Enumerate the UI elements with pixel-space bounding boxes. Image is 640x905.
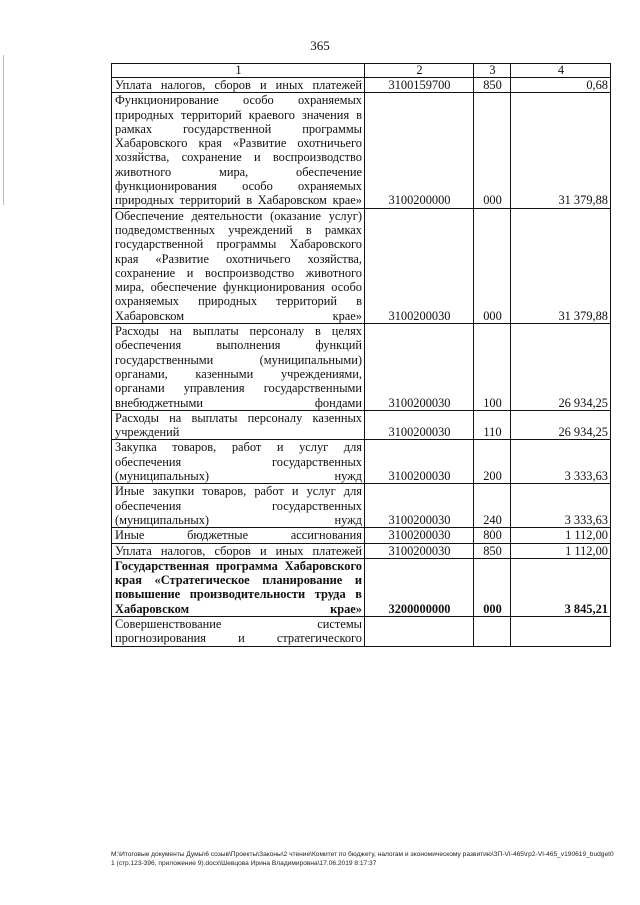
row-expense-type-cell (474, 616, 511, 646)
row-name-cell: Иные бюджетные ассигнования (112, 528, 365, 543)
document-path-footer: M:\Итоговые документы Думы\6 созыв\Проекты\Законы\2 чтение\Комитет по бюджету, налогам и экономическому развитию\ЗП-VI-465\гр2-VI-465_v190619_budget01 (стр.123-396, приложение 9).docx\Шевцова Ирина Владимировна\17.06.2019 8:17:37 (111, 851, 614, 867)
row-sum-cell: 31 379,88 (511, 93, 611, 208)
row-sum-cell: 0,68 (511, 78, 611, 93)
table-row (112, 78, 611, 93)
table-row (112, 324, 611, 411)
row-sum-cell: 3 845,21 (511, 558, 611, 616)
row-code-cell (365, 616, 474, 646)
row-name-cell: Совершенствование системы прогнозирования и стратегического (112, 616, 365, 646)
row-code-cell: 3100200030 (365, 543, 474, 558)
row-name-cell: Уплата налогов, сборов и иных платежей (112, 78, 365, 93)
row-sum-cell: 3 333,63 (511, 440, 611, 484)
row-expense-type-cell: 850 (474, 543, 511, 558)
row-code-cell: 3100200030 (365, 528, 474, 543)
budget-table (111, 63, 611, 647)
header-col-3: 3 (474, 64, 511, 78)
row-name-cell: Расходы на выплаты персоналу в целях обеспечения выполнения функций государственными (муниципальными) органами, казенными учреждениями, органами управления государственными внебюджетными фондами (112, 324, 365, 411)
table-row (112, 410, 611, 440)
row-code-cell: 3100200030 (365, 324, 474, 411)
header-col-4: 4 (511, 64, 611, 78)
row-code-cell: 3100200030 (365, 484, 474, 528)
row-sum-cell: 1 112,00 (511, 543, 611, 558)
row-code-cell: 3200000000 (365, 558, 474, 616)
row-sum-cell: 1 112,00 (511, 528, 611, 543)
scan-edge-mark (3, 55, 4, 205)
row-code-cell: 3100159700 (365, 78, 474, 93)
row-name-cell: Функционирование особо охраняемых природных территорий краевого значения в рамках государственной программы Хабаровского края «Развитие охотничьего хозяйства, сохранение и воспроизводство животного мира, обеспечение функционирования особо охраняемых природных территорий в Хабаровском крае» (112, 93, 365, 208)
table-row (112, 484, 611, 528)
row-expense-type-cell: 100 (474, 324, 511, 411)
row-sum-cell: 3 333,63 (511, 484, 611, 528)
row-sum-cell: 31 379,88 (511, 208, 611, 323)
row-expense-type-cell: 800 (474, 528, 511, 543)
table-row (112, 543, 611, 558)
row-name-cell: Государственная программа Хабаровского края «Стратегическое планирование и повышение производительности труда в Хабаровском крае» (112, 558, 365, 616)
header-col-2: 2 (365, 64, 474, 78)
row-expense-type-cell: 000 (474, 93, 511, 208)
row-expense-type-cell: 240 (474, 484, 511, 528)
table-row (112, 93, 611, 208)
table-row (112, 558, 611, 616)
row-name-cell: Иные закупки товаров, работ и услуг для обеспечения государственных (муниципальных) нужд (112, 484, 365, 528)
table-row (112, 528, 611, 543)
header-col-1: 1 (112, 64, 365, 78)
row-sum-cell: 26 934,25 (511, 410, 611, 440)
row-expense-type-cell: 000 (474, 558, 511, 616)
header-row (112, 64, 611, 78)
row-sum-cell (511, 616, 611, 646)
row-expense-type-cell: 200 (474, 440, 511, 484)
table-row (112, 440, 611, 484)
row-name-cell: Закупка товаров, работ и услуг для обеспечения государственных (муниципальных) нужд (112, 440, 365, 484)
row-code-cell: 3100200030 (365, 410, 474, 440)
row-name-cell: Обеспечение деятельности (оказание услуг) подведомственных учреждений в рамках государственной программы Хабаровского края «Развитие охотничьего хозяйства, сохранение и воспроизводство животного мира, обеспечение функционирования особо охраняемых природных территорий в Хабаровском крае» (112, 208, 365, 323)
row-expense-type-cell: 850 (474, 78, 511, 93)
row-expense-type-cell: 110 (474, 410, 511, 440)
row-sum-cell: 26 934,25 (511, 324, 611, 411)
row-code-cell: 3100200030 (365, 440, 474, 484)
row-code-cell: 3100200030 (365, 208, 474, 323)
row-name-cell: Уплата налогов, сборов и иных платежей (112, 543, 365, 558)
row-code-cell: 3100200000 (365, 93, 474, 208)
table-row (112, 208, 611, 323)
table-row (112, 616, 611, 646)
page-number: 365 (310, 38, 330, 53)
row-expense-type-cell: 000 (474, 208, 511, 323)
row-name-cell: Расходы на выплаты персоналу казенных учреждений (112, 410, 365, 440)
